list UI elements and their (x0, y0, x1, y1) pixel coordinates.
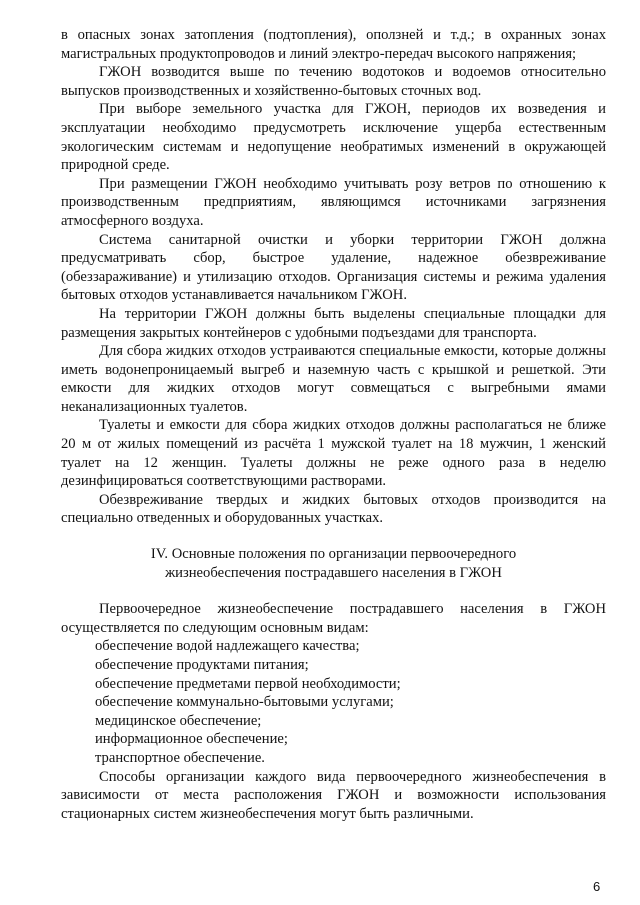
section-heading-line1: IV. Основные положения по организации первоочередного (150, 546, 517, 563)
paragraph-hazard-zones: в опасных зонах затопления (подтопления), оползней и т.д.; в охранных зонах магистральных продуктопроводов и линий электро-передач высокого напряжения; (61, 27, 606, 62)
paragraph-upstream: ГЖОН возводится выше по течению водотоков и водоемов относительно выпусков производственных и хозяйственно-бытовых сточных вод. (61, 64, 606, 99)
list-item: обеспечение предметами первой необходимости; (95, 675, 401, 692)
paragraph-intro: Первоочередное жизнеобеспечение пострадавшего населения в ГЖОН осуществляется по следующим основным видам: (61, 601, 606, 636)
section-heading-line2: жизнеобеспечения пострадавшего населения в ГЖОН (165, 564, 502, 581)
paragraph-toilets: Туалеты и емкости для сбора жидких отходов должны располагаться не ближе 20 м от жилых помещений из расчёта 1 мужской туалет на 18 мужчин, 1 женский туалет на 12 женщин. Туалеты должны не реже одного раза в неделю дезинфицироваться соответствующими растворами. (61, 417, 606, 490)
document-page (61, 26, 606, 823)
paragraph-liquid-waste: Для сбора жидких отходов устраиваются специальные емкости, которые должны иметь водонепроницаемый выгреб и наземную часть с крышкой и решеткой. Эти емкости для жидких отходов могут совмещаться с выгребными ямами неканализационных туалетов. (61, 343, 606, 415)
paragraph-sanitary-system: Система санитарной очистки и уборки территории ГЖОН должна предусматривать сбор, быстрое удаление, надежное обезвреживание (обеззараживание) и утилизацию отходов. Организация системы и режима удаления бытовых отходов устанавливается начальником ГЖОН. (61, 231, 606, 304)
paragraph-container-sites: На территории ГЖОН должны быть выделены специальные площадки для размещения закрытых контейнеров с удобными подъездами для транспорта. (61, 305, 606, 341)
list-item: обеспечение продуктами питания; (95, 657, 309, 673)
paragraph-closing: Способы организации каждого вида первоочередного жизнеобеспечения в зависимости от места расположения ГЖОН и возможности использования стационарных систем жизнеобеспечения могут быть различными. (61, 768, 606, 822)
paragraph-wind-rose: При размещении ГЖОН необходимо учитывать розу ветров по отношению к производственным предприятиям, являющимся источниками загрязнения атмосферного воздуха. (61, 175, 606, 229)
paragraph-site-selection: При выборе земельного участка для ГЖОН, периодов их возведения и эксплуатации необходимо предусмотреть исключение ущерба естественным экологическим системам и недопущение необратимых изменений в окружающей природной среде. (61, 101, 606, 174)
list-item: обеспечение коммунально-бытовыми услугами; (95, 694, 394, 711)
list-item: медицинское обеспечение; (95, 712, 262, 729)
list-item: транспортное обеспечение. (95, 749, 265, 766)
section-heading (61, 545, 606, 582)
page-number: 6 (593, 879, 601, 894)
list-item: обеспечение водой надлежащего качества; (95, 638, 360, 655)
paragraph-disposal: Обезвреживание твердых и жидких бытовых отходов производится на специально отведенных и оборудованных участках. (61, 491, 606, 527)
list-item: информационное обеспечение; (95, 731, 288, 748)
